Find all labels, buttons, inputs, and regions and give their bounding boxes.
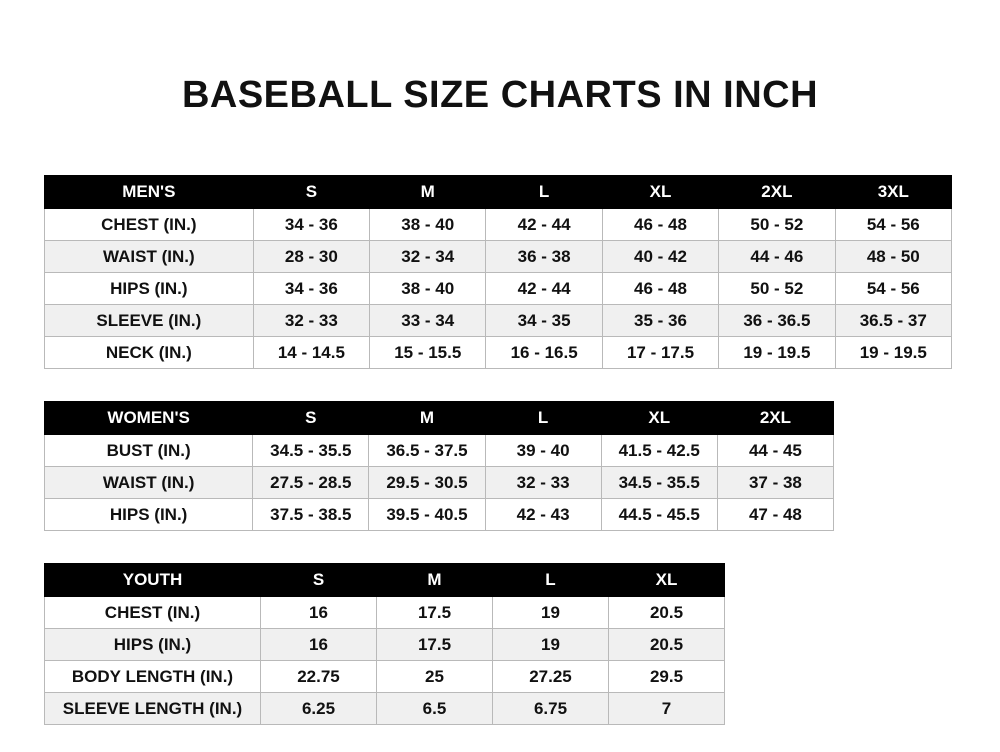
table-cell: 46 - 48: [602, 209, 718, 241]
table-cell: 22.75: [261, 661, 377, 693]
table-cell: 48 - 50: [835, 241, 951, 273]
table-cell: 27.25: [493, 661, 609, 693]
table-cell: 34.5 - 35.5: [601, 467, 717, 499]
table-cell: 17.5: [377, 629, 493, 661]
table-cell: 47 - 48: [717, 499, 833, 531]
table-cell: 19 - 19.5: [719, 337, 835, 369]
row-label: BUST (IN.): [45, 435, 253, 467]
row-label: CHEST (IN.): [45, 209, 254, 241]
table-cell: 35 - 36: [602, 305, 718, 337]
table-cell: 16: [261, 597, 377, 629]
table-cell: 36 - 36.5: [719, 305, 835, 337]
column-header: M: [370, 176, 486, 209]
table-cell: 19: [493, 597, 609, 629]
table-cell: 42 - 43: [485, 499, 601, 531]
column-header: S: [261, 564, 377, 597]
table-cell: 32 - 34: [370, 241, 486, 273]
table-row: [45, 241, 952, 273]
table-cell: 34.5 - 35.5: [253, 435, 369, 467]
row-label: SLEEVE (IN.): [45, 305, 254, 337]
table-cell: 20.5: [609, 597, 725, 629]
table-header-row: [45, 402, 834, 435]
table-cell: 34 - 36: [253, 209, 369, 241]
table-cell: 41.5 - 42.5: [601, 435, 717, 467]
column-header: XL: [601, 402, 717, 435]
table-cell: 14 - 14.5: [253, 337, 369, 369]
table-cell: 17.5: [377, 597, 493, 629]
table-cell: 25: [377, 661, 493, 693]
column-header: 3XL: [835, 176, 951, 209]
table-cell: 6.75: [493, 693, 609, 725]
row-label: HIPS (IN.): [45, 499, 253, 531]
table-cell: 33 - 34: [370, 305, 486, 337]
column-header: YOUTH: [45, 564, 261, 597]
table-row: [45, 467, 834, 499]
table-cell: 36 - 38: [486, 241, 602, 273]
table-row: [45, 629, 725, 661]
youth-size-table: [44, 563, 725, 725]
table-cell: 54 - 56: [835, 273, 951, 305]
table-cell: 36.5 - 37: [835, 305, 951, 337]
table-row: [45, 435, 834, 467]
page-title: BASEBALL SIZE CHARTS IN INCH: [181, 74, 819, 116]
table-cell: 36.5 - 37.5: [369, 435, 485, 467]
table-cell: 50 - 52: [719, 273, 835, 305]
column-header: MEN'S: [45, 176, 254, 209]
table-cell: 19 - 19.5: [835, 337, 951, 369]
table-cell: 15 - 15.5: [370, 337, 486, 369]
column-header: S: [253, 402, 369, 435]
table-cell: 37 - 38: [717, 467, 833, 499]
table-cell: 16: [261, 629, 377, 661]
column-header: 2XL: [717, 402, 833, 435]
row-label: BODY LENGTH (IN.): [45, 661, 261, 693]
table-header-row: [45, 176, 952, 209]
row-label: WAIST (IN.): [45, 467, 253, 499]
womens-size-table: [44, 401, 834, 531]
row-label: NECK (IN.): [45, 337, 254, 369]
table-row: [45, 499, 834, 531]
table-cell: 39.5 - 40.5: [369, 499, 485, 531]
table-cell: 16 - 16.5: [486, 337, 602, 369]
table-cell: 50 - 52: [719, 209, 835, 241]
table-cell: 6.5: [377, 693, 493, 725]
table-cell: 32 - 33: [485, 467, 601, 499]
row-label: WAIST (IN.): [45, 241, 254, 273]
column-header: 2XL: [719, 176, 835, 209]
column-header: XL: [609, 564, 725, 597]
row-label: CHEST (IN.): [45, 597, 261, 629]
table-cell: 44.5 - 45.5: [601, 499, 717, 531]
row-label: SLEEVE LENGTH (IN.): [45, 693, 261, 725]
table-cell: 46 - 48: [602, 273, 718, 305]
table-cell: 54 - 56: [835, 209, 951, 241]
table-cell: 29.5: [609, 661, 725, 693]
column-header: L: [485, 402, 601, 435]
row-label: HIPS (IN.): [45, 629, 261, 661]
table-cell: 42 - 44: [486, 273, 602, 305]
table-cell: 17 - 17.5: [602, 337, 718, 369]
table-row: [45, 661, 725, 693]
column-header: L: [486, 176, 602, 209]
table-cell: 40 - 42: [602, 241, 718, 273]
table-cell: 20.5: [609, 629, 725, 661]
table-cell: 34 - 35: [486, 305, 602, 337]
table-cell: 39 - 40: [485, 435, 601, 467]
table-cell: 28 - 30: [253, 241, 369, 273]
table-cell: 19: [493, 629, 609, 661]
table-row: [45, 209, 952, 241]
table-cell: 6.25: [261, 693, 377, 725]
table-cell: 44 - 46: [719, 241, 835, 273]
column-header: S: [253, 176, 369, 209]
table-cell: 37.5 - 38.5: [253, 499, 369, 531]
column-header: M: [369, 402, 485, 435]
table-cell: 29.5 - 30.5: [369, 467, 485, 499]
table-row: [45, 597, 725, 629]
column-header: L: [493, 564, 609, 597]
table-row: [45, 337, 952, 369]
table-row: [45, 305, 952, 337]
table-row: [45, 693, 725, 725]
mens-size-table: [44, 175, 952, 369]
column-header: WOMEN'S: [45, 402, 253, 435]
table-cell: 38 - 40: [370, 273, 486, 305]
table-cell: 34 - 36: [253, 273, 369, 305]
size-tables: [0, 175, 1000, 725]
table-cell: 44 - 45: [717, 435, 833, 467]
table-cell: 38 - 40: [370, 209, 486, 241]
table-cell: 32 - 33: [253, 305, 369, 337]
column-header: M: [377, 564, 493, 597]
table-cell: 27.5 - 28.5: [253, 467, 369, 499]
table-cell: 7: [609, 693, 725, 725]
table-row: [45, 273, 952, 305]
table-cell: 42 - 44: [486, 209, 602, 241]
table-header-row: [45, 564, 725, 597]
row-label: HIPS (IN.): [45, 273, 254, 305]
column-header: XL: [602, 176, 718, 209]
